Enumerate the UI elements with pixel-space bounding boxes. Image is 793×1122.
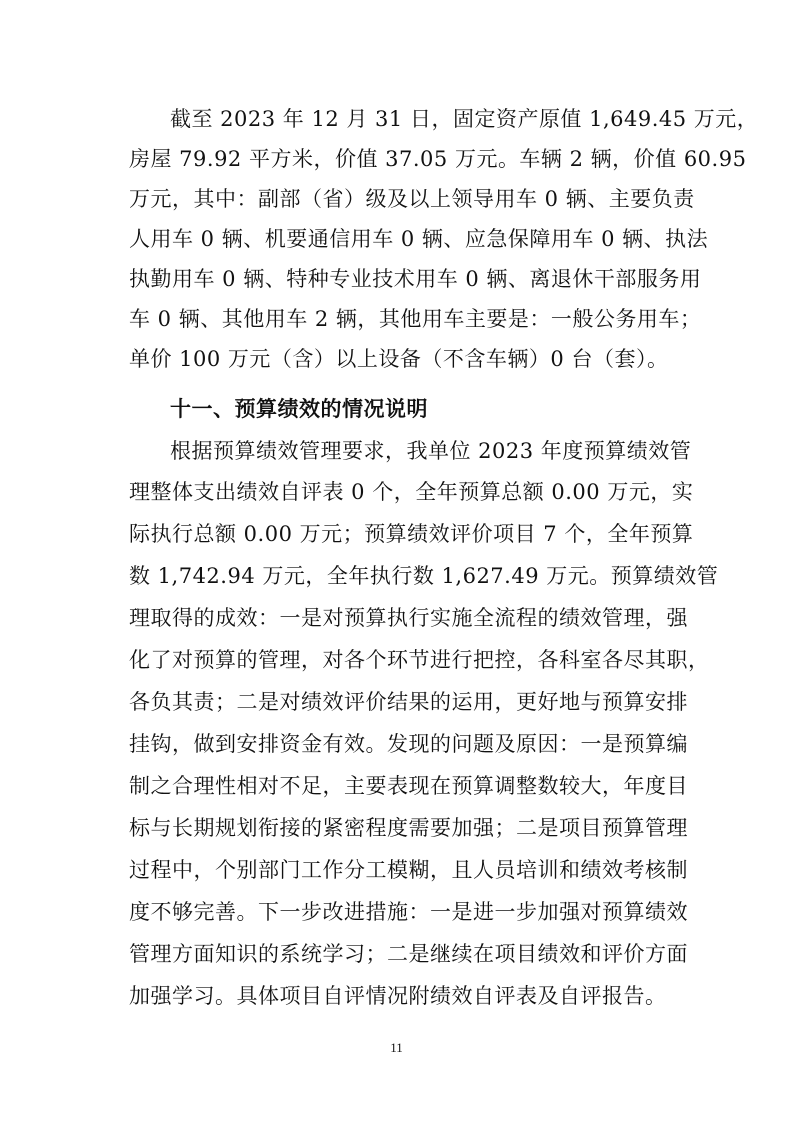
paragraph-line: 管理方面知识的系统学习；二是继续在项目绩效和评价方面 [129, 942, 688, 966]
paragraph-line: 制之合理性相对不足，主要表现在预算调整数较大，年度目 [129, 774, 688, 798]
paragraph-line: 标与长期规划衔接的紧密程度需要加强；二是项目预算管理 [129, 816, 688, 840]
paragraph-line: 理整体支出绩效自评表 0 个，全年预算总额 0.00 万元，实 [129, 480, 694, 504]
paragraph-line: 截至 2023 年 12 月 31 日，固定资产原值 1,649.45 万元， [170, 107, 759, 131]
page-number: 11 [390, 1040, 403, 1055]
paragraph-line: 房屋 79.92 平方米，价值 37.05 万元。车辆 2 辆，价值 60.95 [129, 147, 747, 171]
paragraph-line: 根据预算绩效管理要求，我单位 2023 年度预算绩效管 [170, 439, 692, 463]
paragraph-line: 过程中，个别部门工作分工模糊，且人员培训和绩效考核制 [129, 858, 688, 882]
paragraph-line: 单价 100 万元（含）以上设备（不含车辆）0 台（套）。 [129, 347, 669, 371]
paragraph-line: 挂钩，做到安排资金有效。发现的问题及原因：一是预算编 [129, 732, 688, 756]
paragraph-line: 化了对预算的管理，对各个环节进行把控，各科室各尽其职， [129, 648, 710, 672]
paragraph-line: 各负其责；二是对绩效评价结果的运用，更好地与预算安排 [129, 690, 688, 714]
section-heading: 十一、预算绩效的情况说明 [170, 397, 428, 421]
paragraph-line: 际执行总额 0.00 万元；预算绩效评价项目 7 个，全年预算 [129, 522, 694, 546]
paragraph-line: 人用车 0 辆、机要通信用车 0 辆、应急保障用车 0 辆、执法 [129, 227, 709, 251]
paragraph-line: 加强学习。具体项目自评情况附绩效自评表及自评报告。 [129, 984, 667, 1008]
paragraph-line: 执勤用车 0 辆、特种专业技术用车 0 辆、离退休干部服务用 [129, 267, 702, 291]
paragraph-line: 理取得的成效：一是对预算执行实施全流程的绩效管理，强 [129, 606, 688, 630]
paragraph-line: 车 0 辆、其他用车 2 辆，其他用车主要是：一般公务用车； [129, 307, 702, 331]
paragraph-line: 度不够完善。下一步改进措施：一是进一步加强对预算绩效 [129, 900, 688, 924]
paragraph-line: 数 1,742.94 万元，全年执行数 1,627.49 万元。预算绩效管 [129, 564, 719, 588]
paragraph-line: 万元，其中：副部（省）级及以上领导用车 0 辆、主要负责 [129, 187, 695, 211]
